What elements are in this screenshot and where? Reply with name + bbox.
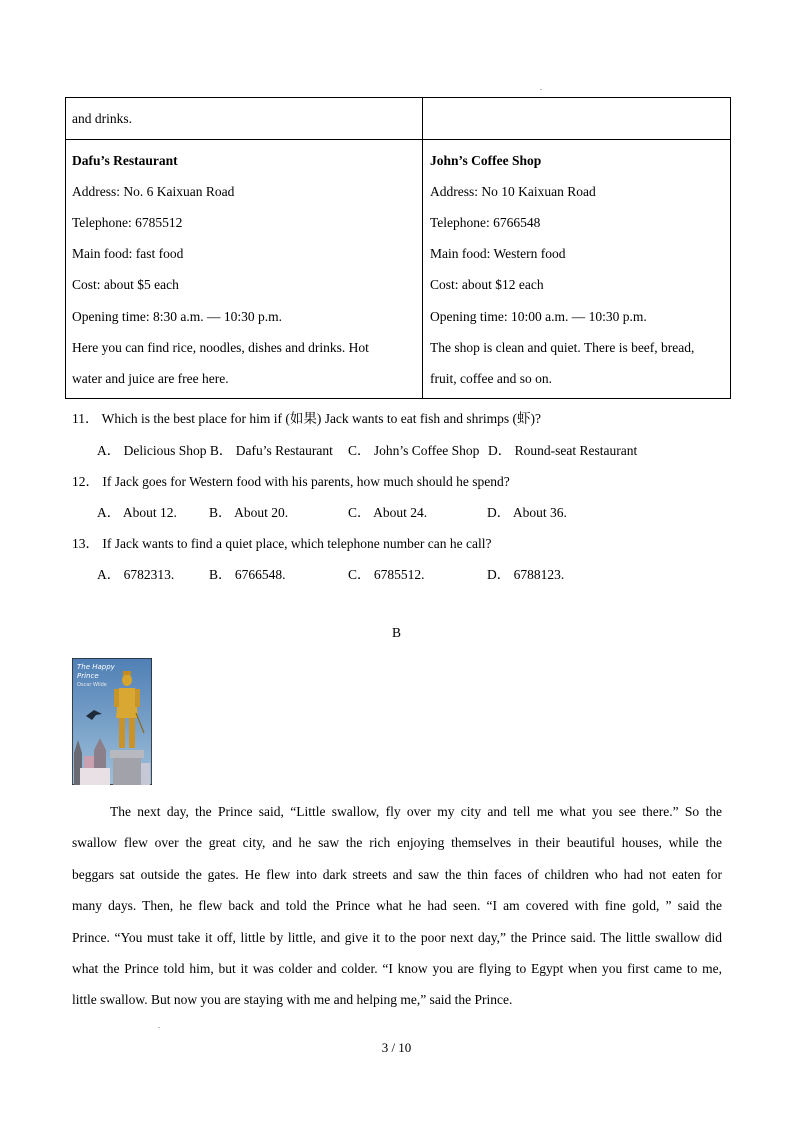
question-12-option-a: A． About 12. (97, 505, 177, 520)
passage-line: what the Prince told him, but it was colder and colder. “I know you are flying to Egypt when you first came to me, (72, 961, 722, 977)
cover-title-line1: The Happy (77, 663, 115, 671)
book-cover-image (72, 658, 152, 785)
section-heading: B (391, 625, 401, 640)
question-13-option-d: D． 6788123. (487, 567, 565, 582)
question-11-option-c: C． John’s Coffee Shop (348, 443, 480, 458)
cover-title-line2: Prince (77, 672, 99, 680)
question-13-option-a: A． 6782313. (97, 567, 175, 582)
passage-line: The next day, the Prince said, “Little swallow, fly over my city and tell me what you see there.” So the (110, 804, 722, 819)
question-13-option-c: C． 6785512. (348, 567, 425, 582)
passage-line: Prince. “You must take it off, little by little, and give it to the poor next day,” the Prince said. The little swallow did (72, 929, 722, 945)
dafu-title: Dafu’s Restaurant (72, 153, 178, 168)
passage-line: swallow flew over the great city, and he saw the rich enjoying themselves in their beautiful houses, while the (72, 835, 722, 851)
dafu-main-food: Main food: fast food (72, 246, 184, 261)
page-number: 3 / 10 (381, 1040, 412, 1055)
johns-telephone: Telephone: 6766548 (430, 215, 541, 230)
passage-line: beggars sat outside the gates. He flew into dark streets and saw the thin faces of children who had not eaten for (72, 866, 722, 882)
dafu-description-1: Here you can find rice, noodles, dishes and drinks. Hot (72, 340, 369, 355)
question-12-text: 12． If Jack goes for Western food with his parents, how much should he spend? (72, 474, 510, 489)
johns-title: John’s Coffee Shop (430, 153, 542, 168)
passage-line: many days. Then, he flew back and told the Prince what he had seen. “I am covered with fine gold, ” said the (72, 898, 722, 914)
table-divider-vertical (422, 98, 423, 398)
question-11-option-ab: A． Delicious Shop B． Dafu’s Restaurant (97, 443, 333, 458)
question-11-option-d: D． Round-seat Restaurant (488, 443, 638, 458)
johns-opening-time: Opening time: 10:00 a.m. — 10:30 p.m. (430, 309, 647, 324)
passage (72, 796, 722, 1016)
johns-main-food: Main food: Western food (430, 246, 566, 261)
scan-dot (540, 89, 542, 90)
scan-dot (158, 1027, 160, 1028)
question-12-option-d: D． About 36. (487, 505, 567, 520)
question-11-text: 11． Which is the best place for him if (如果) Jack wants to eat fish and shrimps (虾)? (72, 411, 542, 426)
dafu-telephone: Telephone: 6785512 (72, 215, 183, 230)
question-13-option-b: B． 6766548. (209, 567, 286, 582)
question-12-option-b: B． About 20. (209, 505, 289, 520)
table-divider-horizontal (66, 139, 730, 140)
cover-author: Oscar Wilde (77, 682, 107, 688)
johns-description-1: The shop is clean and quiet. There is beef, bread, (430, 340, 695, 355)
question-12-option-c: C． About 24. (348, 505, 428, 520)
dafu-cost: Cost: about $5 each (72, 277, 179, 292)
dafu-opening-time: Opening time: 8:30 a.m. — 10:30 p.m. (72, 309, 282, 324)
johns-address: Address: No 10 Kaixuan Road (430, 184, 596, 199)
info-table (65, 97, 731, 399)
passage-line: little swallow. But now you are staying with me and helping me,” said the Prince. (72, 992, 513, 1008)
johns-cost: Cost: about $12 each (430, 277, 544, 292)
question-13-text: 13． If Jack wants to find a quiet place, which telephone number can he call? (72, 536, 492, 551)
johns-description-2: fruit, coffee and so on. (430, 371, 552, 386)
dafu-address: Address: No. 6 Kaixuan Road (72, 184, 235, 199)
table-cell-top-left: and drinks. (72, 111, 132, 126)
dafu-description-2: water and juice are free here. (72, 371, 229, 386)
